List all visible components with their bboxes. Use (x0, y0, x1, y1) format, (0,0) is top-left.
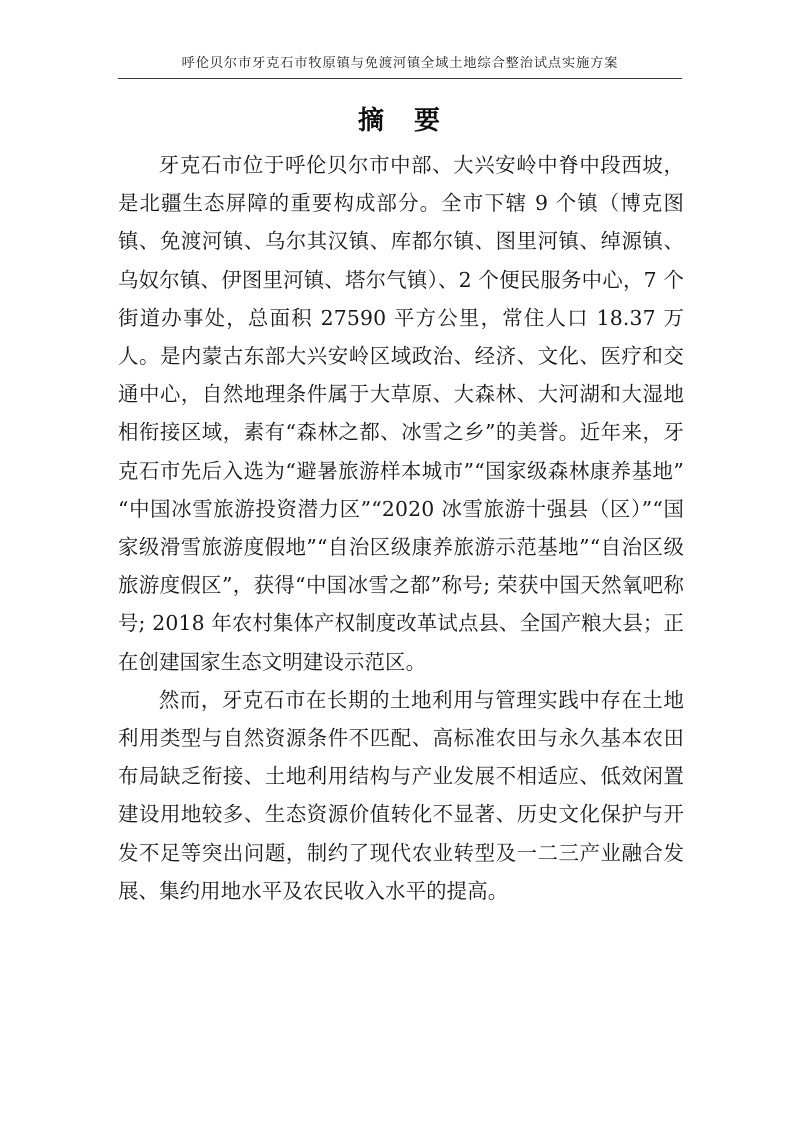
page-title: 摘 要 (357, 106, 442, 136)
paragraph-problems: 然而，牙克石市在长期的土地利用与管理实践中存在土地利用类型与自然资源条件不匹配、高标准农田与永久基本农田布局缺乏衔接、土地利用结构与产业发展不相适应、低效闲置建设用地较多、生态资源价值转化不显著、历史文化保护与开发不足等突出问题，制约了现代农业转型及一二三产业融合发展、集约用地水平及农民收入水平的提高。 (118, 687, 684, 903)
running-header (118, 56, 682, 79)
running-header-text: 呼伦贝尔市牙克石市牧原镇与免渡河镇全域土地综合整治试点实施方案 (181, 56, 619, 71)
document-body (118, 146, 684, 910)
paragraph-overview: 牙克石市位于呼伦贝尔市中部、大兴安岭中脊中段西坡，是北疆生态屏障的重要构成部分。全市下辖 9 个镇（博克图镇、免渡河镇、乌尔其汉镇、库都尔镇、图里河镇、绰源镇、乌奴尔镇、伊图里河镇、塔尔气镇）、2 个便民服务中心，7 个街道办事处，总面积 27590 平方公里，常住人口 18.37 万人。是内蒙古东部大兴安岭区域政治、经济、文化、医疗和交通中心，自然地理条件属于大草原、大森林、大河湖和大湿地相衔接区域，素有“森林之都、冰雪之乡”的美誉。近年来，牙克石市先后入选为“避暑旅游样本城市”“国家级森林康养基地”“中国冰雪旅游投资潜力区”“2020 冰雪旅游十强县（区）”“国家级滑雪旅游度假地”“自治区级康养旅游示范基地”“自治区级旅游度假区”，获得“中国冰雪之都”称号; 荣获中国天然氧吧称号; 2018 年农村集体产权制度改革试点县、全国产粮大县；正在创建国家生态文明建设示范区。 (118, 153, 684, 674)
